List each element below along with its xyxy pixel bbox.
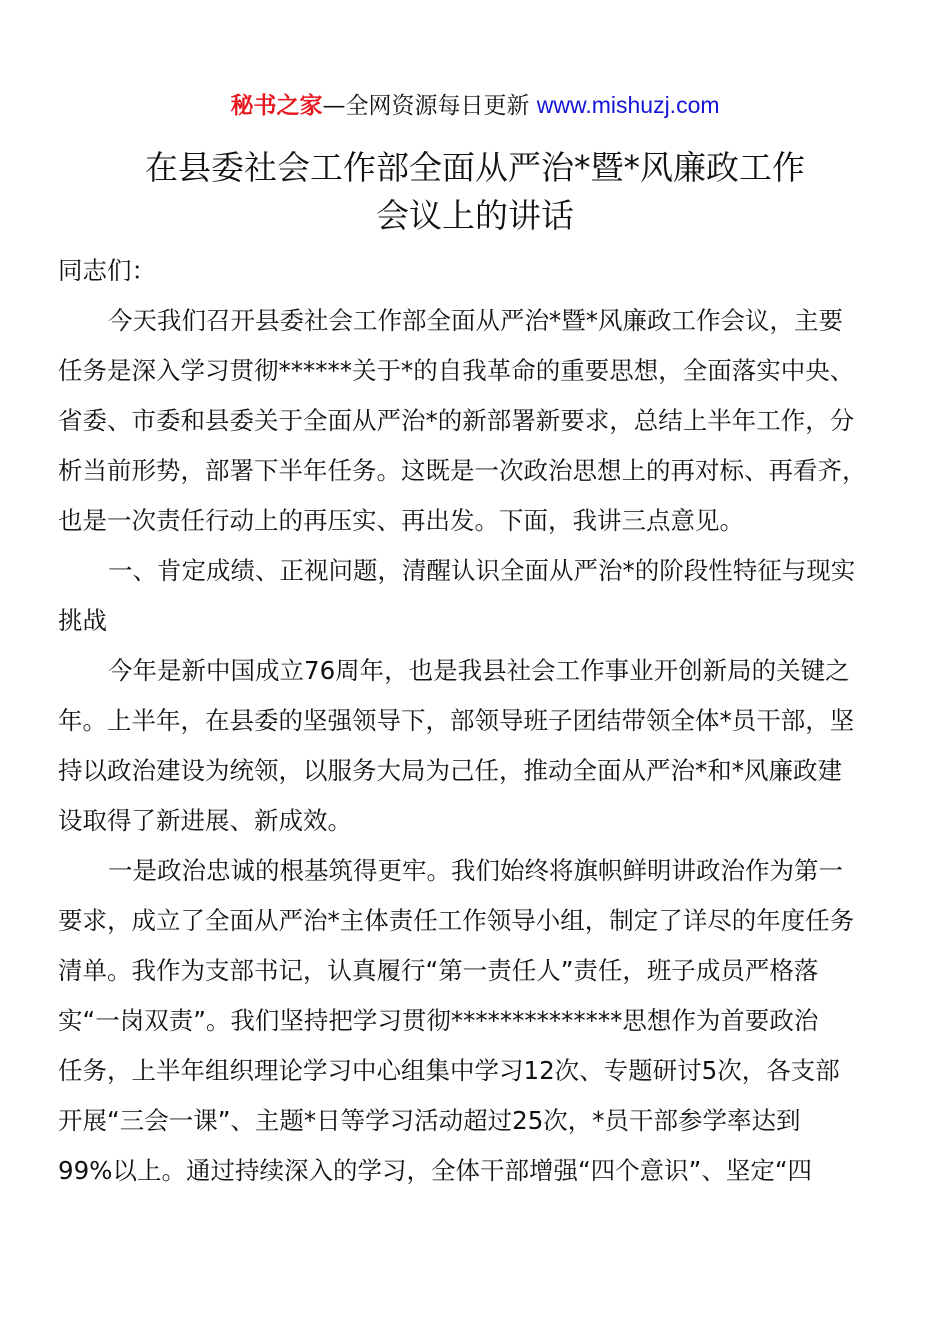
salutation: 同志们： [58, 256, 156, 285]
text-line: 要求，成立了全面从严治*主体责任工作领导小组，制定了详尽的年度任务 [58, 906, 855, 935]
text-line: 任务是深入学习贯彻******关于*的自我革命的重要思想，全面落实中央、 [58, 356, 855, 385]
text-line: 99%以上。通过持续深入的学习，全体干部增强“四个意识”、坚定“四 [58, 1156, 813, 1185]
text-line: 任务，上半年组织理论学习中心组集中学习12次、专题研讨5次，各支部 [58, 1056, 840, 1085]
text-line: 今天我们召开县委社会工作部全面从严治*暨*风廉政工作会议，主要 [108, 306, 843, 335]
text-line: 设取得了新进展、新成效。 [58, 806, 352, 835]
text-line: 持以政治建设为统领，以服务大局为己任，推动全面从严治*和*风廉政建 [58, 756, 842, 785]
brand-name: 秘书之家 [230, 93, 323, 119]
site-banner [0, 88, 950, 123]
title-line-2: 会议上的讲话 [376, 196, 574, 235]
text-line: 实“一岗双责”。我们坚持把学习贯彻**************思想作为首要政治 [58, 1006, 819, 1035]
text-line: 一是政治忠诚的根基筑得更牢。我们始终将旗帜鲜明讲政治作为第一 [108, 856, 843, 885]
text-line: 年。上半年，在县委的坚强领导下，部领导班子团结带领全体*员干部，坚 [58, 706, 855, 735]
section-heading: 一、肯定成绩、正视问题，清醒认识全面从严治*的阶段性特征与现实 [108, 556, 856, 585]
site-url: www.mishuzj.com [536, 92, 720, 118]
text-line: 析当前形势，部署下半年任务。这既是一次政治思想上的再对标、再看齐， [58, 456, 867, 485]
banner-tagline: —全网资源每日更新 [322, 93, 537, 119]
text-line: 清单。我作为支部书记，认真履行“第一责任人”责任，班子成员严格落 [58, 956, 819, 985]
document-body [58, 246, 896, 1196]
text-line: 省委、市委和县委关于全面从严治*的新部署新要求，总结上半年工作，分 [58, 406, 855, 435]
text-line: 今年是新中国成立76周年，也是我县社会工作事业开创新局的关键之 [108, 656, 850, 685]
section-heading-cont: 挑战 [58, 606, 107, 635]
title-line-1: 在县委社会工作部全面从严治*暨*风廉政工作 [145, 148, 805, 187]
text-line: 也是一次责任行动上的再压实、再出发。下面，我讲三点意见。 [58, 506, 744, 535]
document-title [0, 144, 950, 240]
text-line: 开展“三会一课”、主题*日等学习活动超过25次，*员干部参学率达到 [58, 1106, 801, 1135]
